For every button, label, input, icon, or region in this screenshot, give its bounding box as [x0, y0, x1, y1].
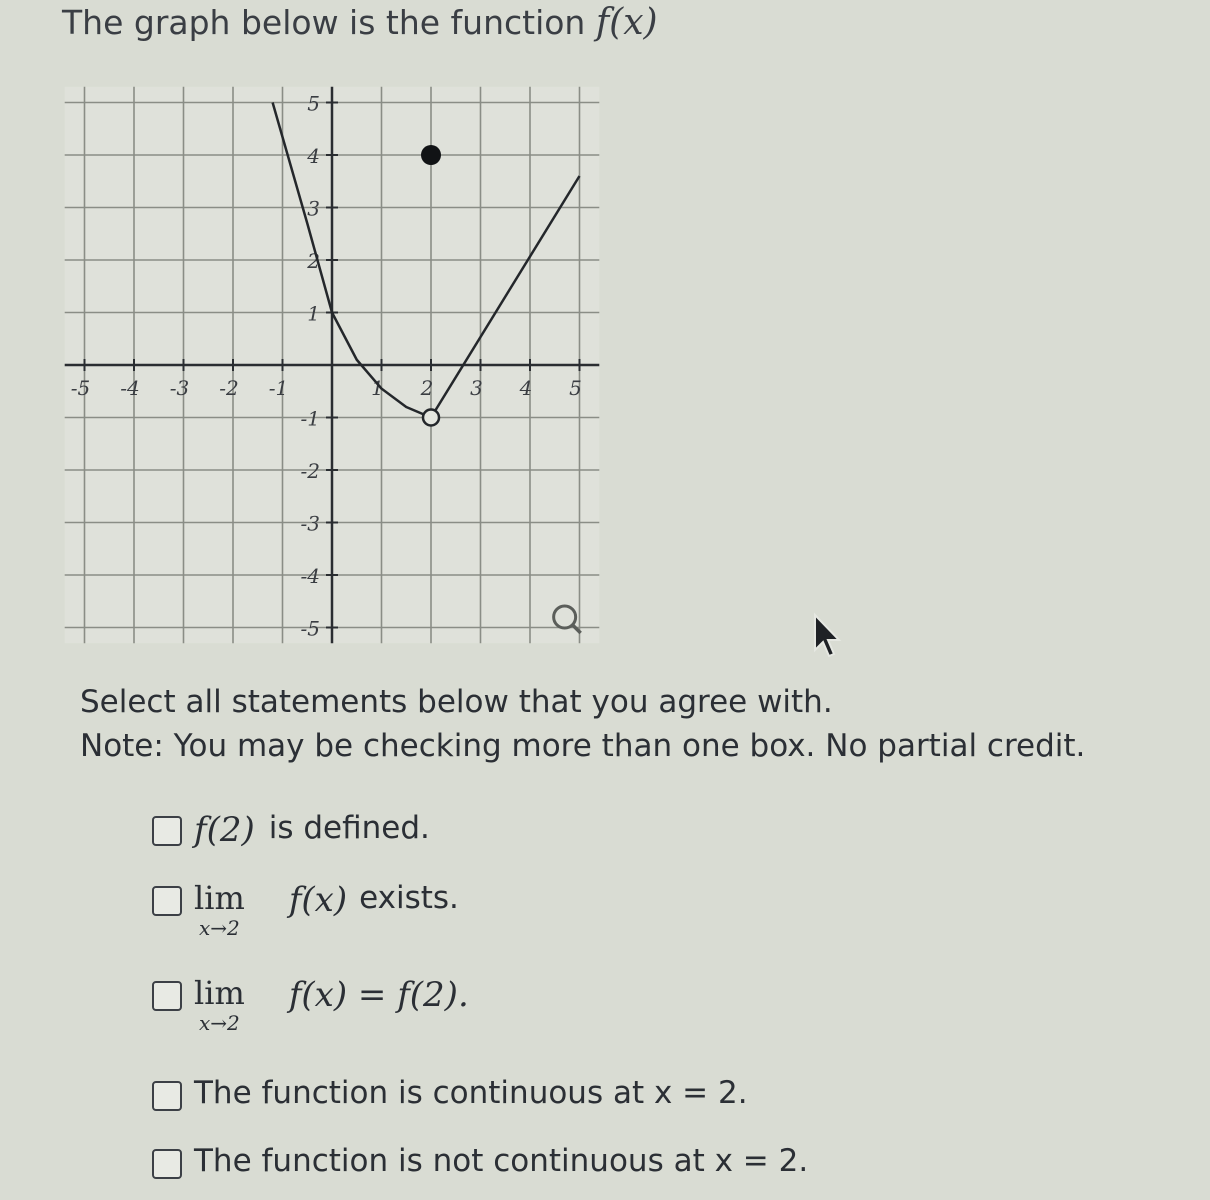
instructions [80, 680, 1085, 768]
x-tick-label: 5 [569, 376, 582, 400]
instruction-line-1: Select all statements below that you agree with. [80, 684, 833, 720]
y-tick-label: 5 [307, 91, 320, 116]
question-title [62, 2, 658, 43]
option-continuous[interactable] [152, 1075, 748, 1111]
y-tick-label: -4 [300, 564, 320, 588]
checkbox-limit-exists[interactable] [152, 886, 182, 916]
x-tick-label: 1 [371, 376, 384, 400]
filled-point [421, 145, 441, 165]
option-not-continuous[interactable] [152, 1143, 808, 1179]
function-graph [60, 80, 620, 650]
option-1-math: f(2) [194, 810, 255, 850]
option-3-math: f(x) = f(2). [288, 975, 469, 1015]
y-tick-label: -1 [300, 406, 320, 431]
mouse-cursor-icon [812, 612, 842, 666]
option-2-math: f(x) [288, 880, 348, 920]
lim-word: lim [194, 974, 245, 1012]
x-tick-label: -2 [219, 376, 239, 400]
x-tick-label: 2 [420, 376, 434, 400]
option-1-text: is defined. [268, 810, 430, 846]
option-2-text: exists. [359, 880, 459, 916]
title-text: The graph below is the function [62, 3, 586, 42]
x-tick-label: 3 [470, 376, 483, 400]
checkbox-not-continuous[interactable] [152, 1149, 182, 1179]
y-tick-label: 3 [307, 196, 320, 221]
lim-subscript: x→2 [199, 1011, 240, 1035]
x-tick-label: -1 [268, 376, 289, 400]
y-tick-label: 1 [307, 301, 320, 326]
x-tick-label: 4 [519, 376, 533, 400]
y-tick-label: 4 [307, 144, 320, 168]
title-function: f(x) [595, 2, 658, 43]
option-limit-exists[interactable] [152, 880, 459, 940]
checkbox-continuous[interactable] [152, 1081, 182, 1111]
y-tick-label: -3 [300, 511, 320, 536]
lim-subscript: x→2 [199, 916, 240, 940]
limit-notation-3 [194, 975, 245, 1035]
option-f2-defined[interactable] [152, 810, 430, 850]
y-tick-label: -5 [300, 616, 320, 641]
option-4-text: The function is continuous at x = 2. [194, 1075, 748, 1111]
lim-word: lim [194, 879, 245, 917]
x-tick-label: -4 [120, 376, 140, 400]
x-tick-label: -5 [70, 376, 91, 400]
graph-svg [60, 80, 620, 650]
option-limit-equals[interactable] [152, 975, 469, 1035]
checkbox-limit-equals[interactable] [152, 981, 182, 1011]
limit-notation-2 [194, 880, 245, 940]
y-tick-label: 2 [307, 249, 320, 273]
instruction-line-2: Note: You may be checking more than one box. No partial credit. [80, 728, 1086, 764]
option-5-text: The function is not continuous at x = 2. [194, 1143, 809, 1179]
y-tick-label: -2 [300, 459, 320, 483]
x-tick-label: -3 [169, 376, 190, 400]
open-point [423, 410, 439, 426]
checkbox-f2-defined[interactable] [152, 816, 182, 846]
